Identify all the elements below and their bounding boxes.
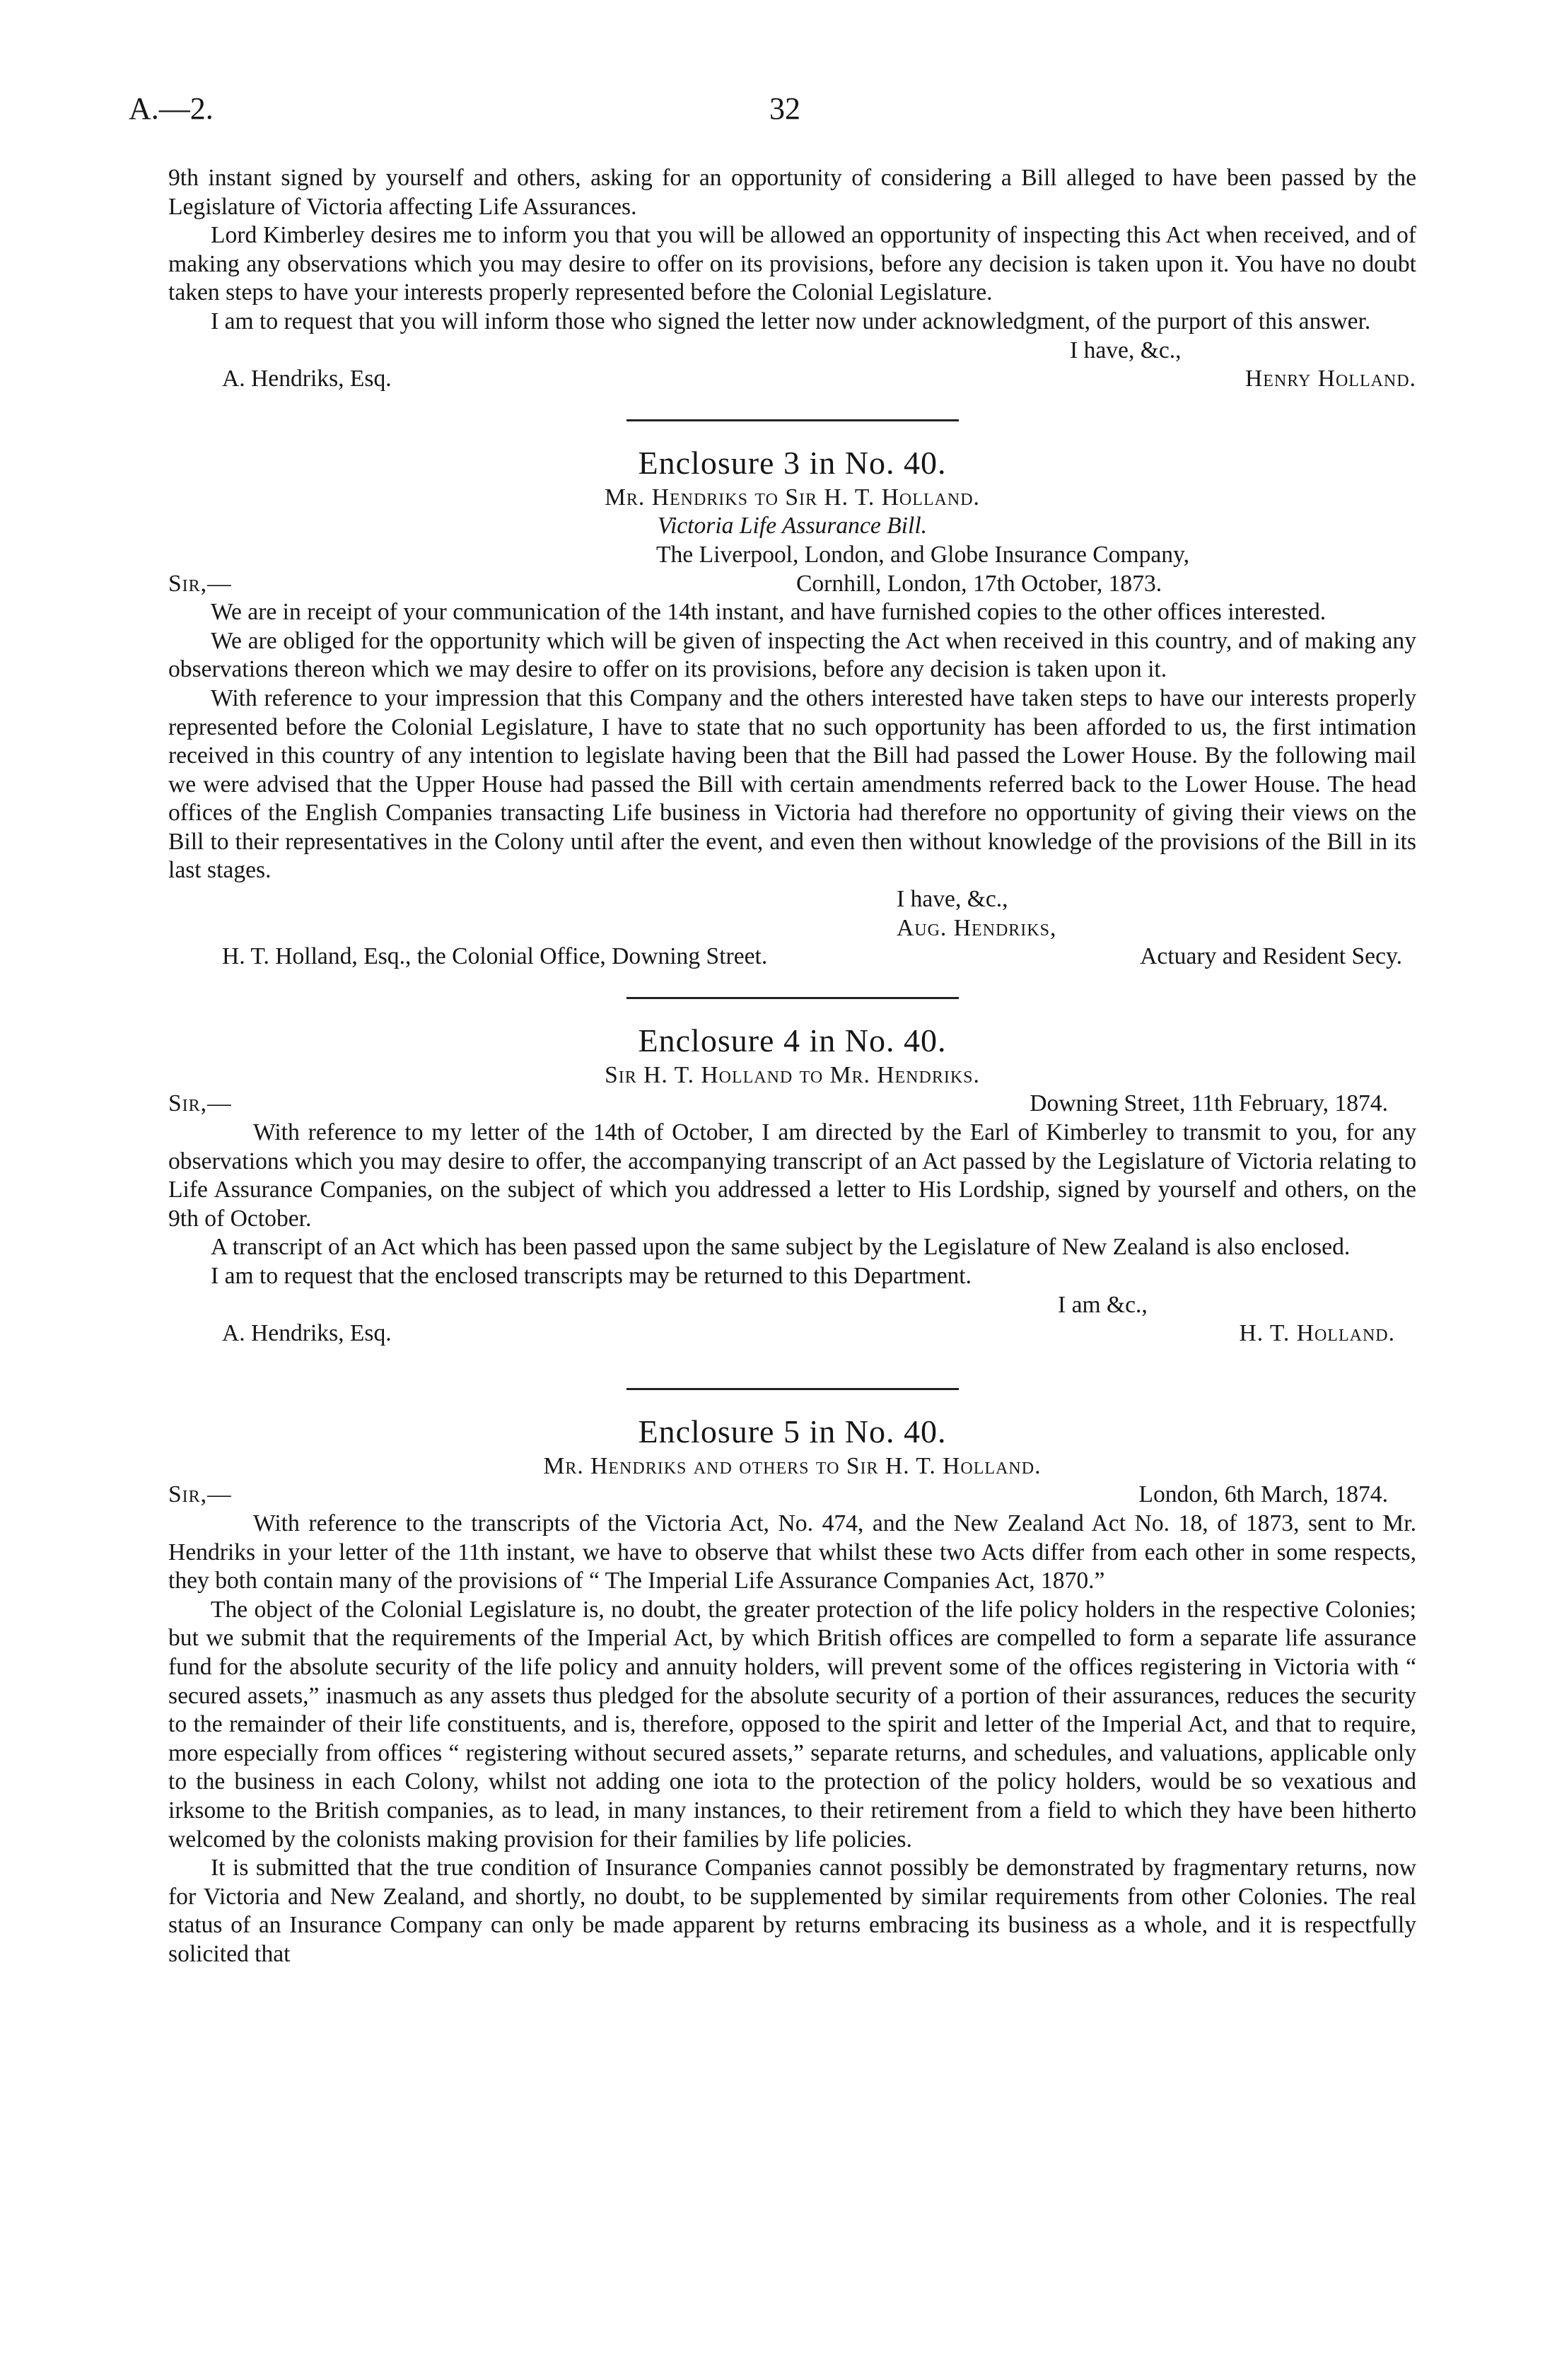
paragraph: We are in receipt of your communication of the 14th instant, and have furnished copies to the other offices interested.	[211, 599, 1327, 626]
enclosure-title: Enclosure 4 in No. 40.	[638, 1022, 947, 1058]
page-number: 32	[769, 91, 800, 126]
enclosure-subject: Victoria Life Assurance Bill.	[657, 513, 928, 539]
signer-title: Actuary and Resident Secy.	[1140, 943, 1402, 970]
addressee: A. Hendriks, Esq.	[222, 366, 392, 392]
closing-line: I have, &c.,	[897, 886, 1008, 913]
enclosure-title: Enclosure 5 in No. 40.	[638, 1413, 947, 1449]
paragraph: A transcript of an Act which has been passed upon the same subject by the Legislature of New Zealand is also enclosed.	[211, 1234, 1351, 1261]
enclosure-4	[168, 1020, 1416, 1348]
signature: H. T. Holland.	[1239, 1320, 1395, 1347]
address-line: The Liverpool, London, and Globe Insurance Company,	[656, 541, 1190, 568]
paragraph: With reference to my letter of the 14th of October, I am directed by the Earl of Kimberley to transmit to you, for any observations which you may desire to offer, the accompanying transcript of an Act passed by the Legislature of Victoria relating to Life Assurance Companies, on the subject of which you addressed a letter to His Lordship, signed by yourself and others, on the 9th of October.	[168, 1119, 1416, 1232]
paragraph: I am to request that the enclosed transcripts may be returned to this Department.	[211, 1263, 972, 1289]
page-body	[168, 164, 1416, 1968]
addressee: A. Hendriks, Esq.	[222, 1320, 392, 1347]
paragraph: The object of the Colonial Legislature is, no doubt, the greater protection of the life policy holders in the respective Colonies; but we submit that the requirements of the Imperial Act, by which British offices are compelled to form a separate life assurance fund for the absolute security of the life policy and annuity holders, will prevent some of the offices registering in Victoria with “ secured assets,” inasmuch as any assets thus pledged for the absolute security of a portion of their assurances, reduces the security to the remainder of their life constituents, and is, therefore, opposed to the spirit and letter of the Imperial Act, and that to require, more especially from offices “ registering without secured assets,” separate returns, and schedules, and valuations, applicable only to the business in each Colony, whilst not adding one iota to the protection of the policy holders, would be so vexatious and irksome to the British companies, as to lead, in many instances, to their retirement from a field to which they have been hitherto welcomed by the colonists making provision for their families by life policies.	[168, 1596, 1416, 1853]
enclosure-3	[168, 443, 1416, 972]
dateline: London, 6th March, 1874.	[1138, 1481, 1388, 1508]
paragraph: 9th instant signed by yourself and others, asking for an opportunity of considering a Bill alleged to have been passed by the Legislature of Victoria affecting Life Assurances.	[168, 165, 1416, 220]
enclosure-title: Enclosure 3 in No. 40.	[638, 444, 947, 481]
address-date-line: Cornhill, London, 17th October, 1873.	[796, 570, 1162, 597]
paragraph: I am to request that you will inform those who signed the letter now under acknowledgment, of the purport of this answer.	[211, 308, 1371, 334]
dateline: Downing Street, 11th February, 1874.	[1030, 1090, 1388, 1117]
salutation: Sir,—	[168, 1090, 232, 1117]
page-header	[0, 91, 1545, 133]
addressee: H. T. Holland, Esq., the Colonial Office, Downing Street.	[222, 943, 768, 970]
paragraph: Lord Kimberley desires me to inform you that you will be allowed an opportunity of inspecting this Act when received, and of making any observations which you may desire to offer on its provisions, before any decision is taken upon it. You have no doubt taken steps to have your interests properly represented before the Colonial Legislature.	[168, 222, 1416, 306]
paragraph: It is submitted that the true condition of Insurance Companies cannot possibly be demonstrated by fragmentary returns, now for Victoria and New Zealand, and shortly, no doubt, to be supplemented by similar requirements from other Colonies. The real status of an Insurance Company can only be made apparent by returns embracing its business as a whole, and it is respectfully solicited that	[168, 1855, 1416, 1967]
enclosure-from-to: Sir H. T. Holland to Mr. Hendriks.	[605, 1061, 980, 1088]
salutation: Sir,—	[168, 1481, 232, 1508]
continuation-letter	[168, 164, 1416, 394]
closing-line: I have, &c.,	[1070, 337, 1182, 363]
enclosure-from-to: Mr. Hendriks and others to Sir H. T. Holland.	[543, 1452, 1042, 1479]
section-reference: A.—2.	[129, 91, 214, 126]
paragraph: With reference to the transcripts of the Victoria Act, No. 474, and the New Zealand Act No. 18, of 1873, sent to Mr. Hendriks in your letter of the 11th instant, we have to observe that whilst these two Acts differ from each other in some respects, they both contain many of the provisions of “ The Imperial Life Assurance Companies Act, 1870.”	[168, 1510, 1416, 1594]
paragraph: We are obliged for the opportunity which will be given of inspecting the Act when received in this country, and of making any observations thereon which we may desire to offer on its provisions, before any decision is taken upon it.	[168, 627, 1416, 683]
closing-line: I am &c.,	[1058, 1291, 1148, 1318]
salutation: Sir,—	[168, 570, 232, 597]
signature: Aug. Hendriks,	[897, 914, 1057, 941]
paragraph: With reference to your impression that this Company and the others interested have taken steps to have our interests properly represented before the Colonial Legislature, I have to state that no such opportunity has been afforded to us, the first intimation received in this country of any intention to legislate having been that the Bill had passed the Lower House. By the following mail we were advised that the Upper House had passed the Bill with certain amendments referred back to the Lower House. The head offices of the English Companies transacting Life business in Victoria had therefore no opportunity of giving their views on the Bill to their representatives in the Colony until after the event, and even then without knowledge of the provisions of the Bill in its last stages.	[168, 684, 1416, 884]
signature: Henry Holland.	[1245, 366, 1416, 392]
enclosure-from-to: Mr. Hendriks to Sir H. T. Holland.	[605, 484, 980, 511]
enclosure-5	[168, 1411, 1416, 1969]
